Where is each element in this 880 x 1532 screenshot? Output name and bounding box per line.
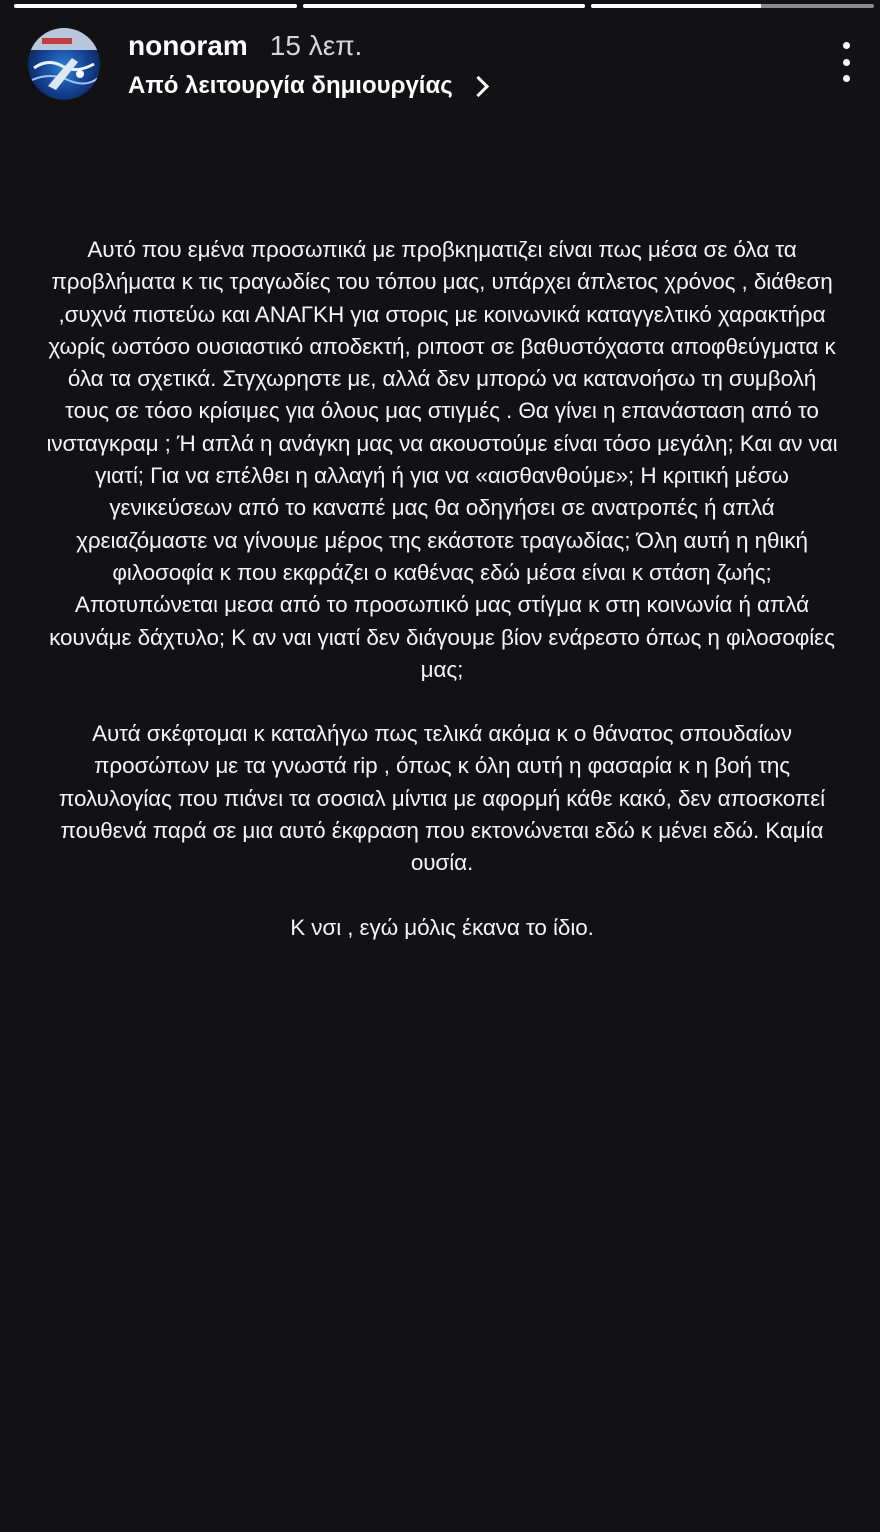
user-line (128, 30, 362, 62)
chevron-right-icon (468, 75, 489, 96)
post-time: 15 λεπ. (269, 30, 363, 61)
story-header (28, 28, 852, 104)
profile-avatar-icon[interactable] (28, 28, 100, 100)
username[interactable]: nonoram (128, 30, 248, 61)
story-paragraph-1: Αυτό που εμένα προσωπικά με προβκηματιζει είναι πως μέσα σε όλα τα προβλήματα κ τις τραγωδίες του τόπου μας, υπάρχει άπλετος χρόνος , διάθεση ,συχνά πιστεύω και ΑΝΑΓΚΗ για στορις με κοινωνικά καταγγελτικό χαρακτήρα χωρίς ωστόσο ουσιαστικό αποδεκτή, ριποστ σε βαθυστόχαστα αποφθεύγματα κ όλα τα σχετικά. Στγχωρηστε με, αλλά δεν μπορώ να κατανοήσω τη συμβολή τους σε τόσο κρίσιμες για όλους μας στιγμές . Θα γίνει η επανάσταση από το ινσταγκραμ ; Ή απλά η ανάγκη μας να ακουστούμε είναι τόσο μεγάλη; Και αν ναι γιατί; Για να επέλθει η αλλαγή ή για να «αισθανθούμε»; Η κριτική μέσω γενικεύσεων από το καναπέ μας θα οδηγήσει σε ανατροπές ή απλά χρειαζόμαστε να γίνουμε μέρος της εκάστοτε τραγωδίας; Όλη αυτή η ηθική φιλοσοφία κ που εκφράζει ο καθένας εδώ μέσα είναι κ στάση ζωής; Αποτυπώνεται μεσα από το προσωπικό μας στίγμα κ στη κοινωνία ή απλά κουνάμε δάχτυλο; Κ αν ναι γιατί δεν διάγουμε βίον ενάρεστο όπως η φιλοσοφίες μας; (46, 237, 838, 682)
progress-segment-2 (303, 4, 586, 8)
progress-fill-2 (303, 4, 586, 8)
progress-fill-3 (591, 4, 761, 8)
create-mode-label: Από λειτουργία δημιουργίας (128, 72, 453, 99)
progress-segment-1 (14, 4, 297, 8)
story-paragraph-3: Κ νσι , εγώ μόλις έκανα το ίδιο. (290, 914, 594, 940)
story-text (44, 234, 840, 976)
progress-segment-3 (591, 4, 874, 8)
more-dot (843, 75, 850, 82)
more-vertical-icon[interactable] (836, 42, 856, 82)
story-progress-bar (14, 4, 874, 8)
create-mode-link[interactable] (128, 72, 486, 100)
story-paragraph-2: Αυτά σκέφτομαι κ καταλήγω πως τελικά ακόμα κ ο θάνατος σπουδαίων προσώπων με τα γνωστά rip , όπως κ όλη αυτή η φασαρία κ η βοή της πολυλογίας που πιάνει τα σοσιαλ μίντια με αφορμή κάθε κακό, δεν αποσκοπεί πουθενά παρά σε μια αυτό έκφραση που εκτονώνεται εδώ κ μένει εδώ. Καμία ουσία. (58, 721, 826, 876)
more-dot (843, 42, 850, 49)
avatar-image (28, 28, 100, 100)
progress-fill-1 (14, 4, 297, 8)
more-dot (843, 59, 850, 66)
